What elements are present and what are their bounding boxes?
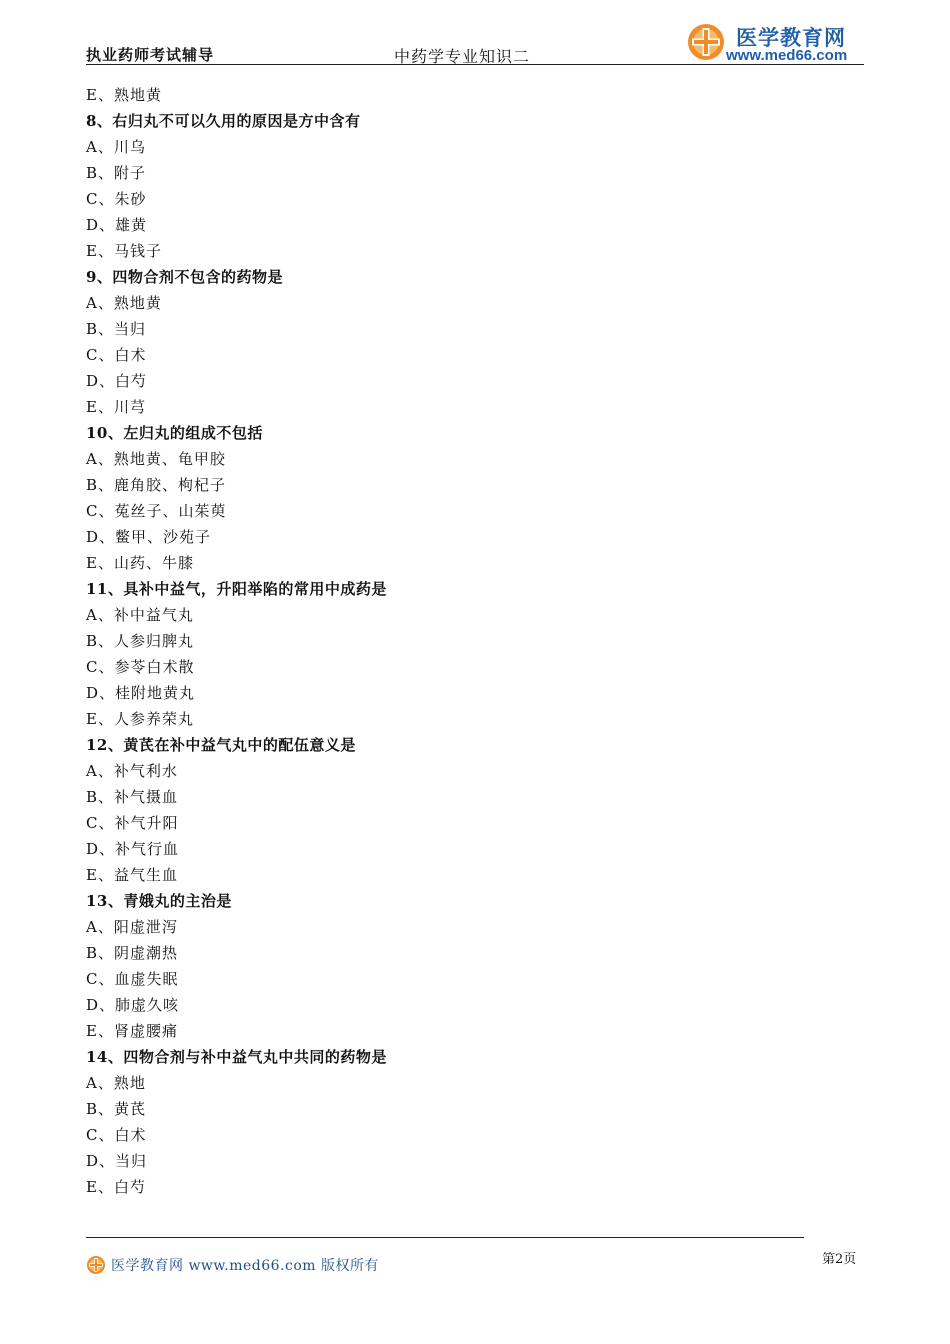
question-text: 8、右归丸不可以久用的原因是方中含有 [86,112,361,130]
logo-name: 医学教育网 [736,26,846,50]
answer-option: B、黄芪 [86,1100,147,1118]
cross-circle-logo-icon [686,22,726,62]
answer-option: C、白术 [86,1126,147,1144]
question-text: 10、左归丸的组成不包括 [86,424,263,442]
question-list [86,82,866,1200]
answer-option: E、山药、牛膝 [86,554,194,572]
answer-option: E、白芍 [86,1178,146,1196]
answer-option: D、肺虚久咳 [86,996,180,1014]
footer-brand-text: 医学教育网 www.med66.com 版权所有 [111,1258,379,1274]
answer-option: B、阴虚潮热 [86,944,179,962]
answer-option: D、鳖甲、沙苑子 [86,528,212,546]
answer-option: A、熟地黄 [86,294,162,312]
footer-divider [86,1237,804,1238]
cross-circle-logo-icon [86,1255,106,1275]
answer-option: D、当归 [86,1152,148,1170]
answer-option: C、菟丝子、山茱萸 [86,502,227,520]
answer-option: B、当归 [86,320,147,338]
answer-option: E、益气生血 [86,866,178,884]
answer-option: C、朱砂 [86,190,147,208]
answer-option: A、补气利水 [86,762,178,780]
answer-option: D、雄黄 [86,216,148,234]
answer-option: B、人参归脾丸 [86,632,195,650]
answer-option: E、熟地黄 [86,86,162,104]
answer-option: A、阳虚泄泻 [86,918,178,936]
answer-option: D、桂附地黄丸 [86,684,196,702]
page-header [86,20,864,66]
answer-option: D、补气行血 [86,840,180,858]
answer-option: B、附子 [86,164,147,182]
answer-option: E、人参养荣丸 [86,710,194,728]
question-text: 13、青娥丸的主治是 [86,892,232,910]
answer-option: A、补中益气丸 [86,606,194,624]
answer-option: B、鹿角胶、枸杞子 [86,476,227,494]
header-center-title: 中药学专业知识二 [394,47,531,66]
site-logo[interactable] [686,20,864,64]
answer-option: E、川芎 [86,398,146,416]
answer-option: D、白芍 [86,372,148,390]
header-left-title: 执业药师考试辅导 [86,46,215,64]
answer-option: B、补气摄血 [86,788,179,806]
answer-option: A、熟地 [86,1074,146,1092]
answer-option: C、血虚失眠 [86,970,179,988]
logo-url: www.med66.com [726,47,848,64]
answer-option: C、补气升阳 [86,814,179,832]
header-divider [86,64,864,65]
answer-option: E、肾虚腰痛 [86,1022,178,1040]
question-text: 9、四物合剂不包含的药物是 [86,268,283,286]
answer-option: C、参苓白术散 [86,658,195,676]
question-text: 14、四物合剂与补中益气丸中共同的药物是 [86,1048,387,1066]
answer-option: C、白术 [86,346,147,364]
question-text: 12、黄芪在补中益气丸中的配伍意义是 [86,736,356,754]
question-text: 11、具补中益气，升阳举陷的常用中成药是 [86,580,387,598]
answer-option: A、川乌 [86,138,146,156]
page-number: 第2页 [822,1252,857,1267]
answer-option: E、马钱子 [86,242,162,260]
answer-option: A、熟地黄、龟甲胶 [86,450,226,468]
